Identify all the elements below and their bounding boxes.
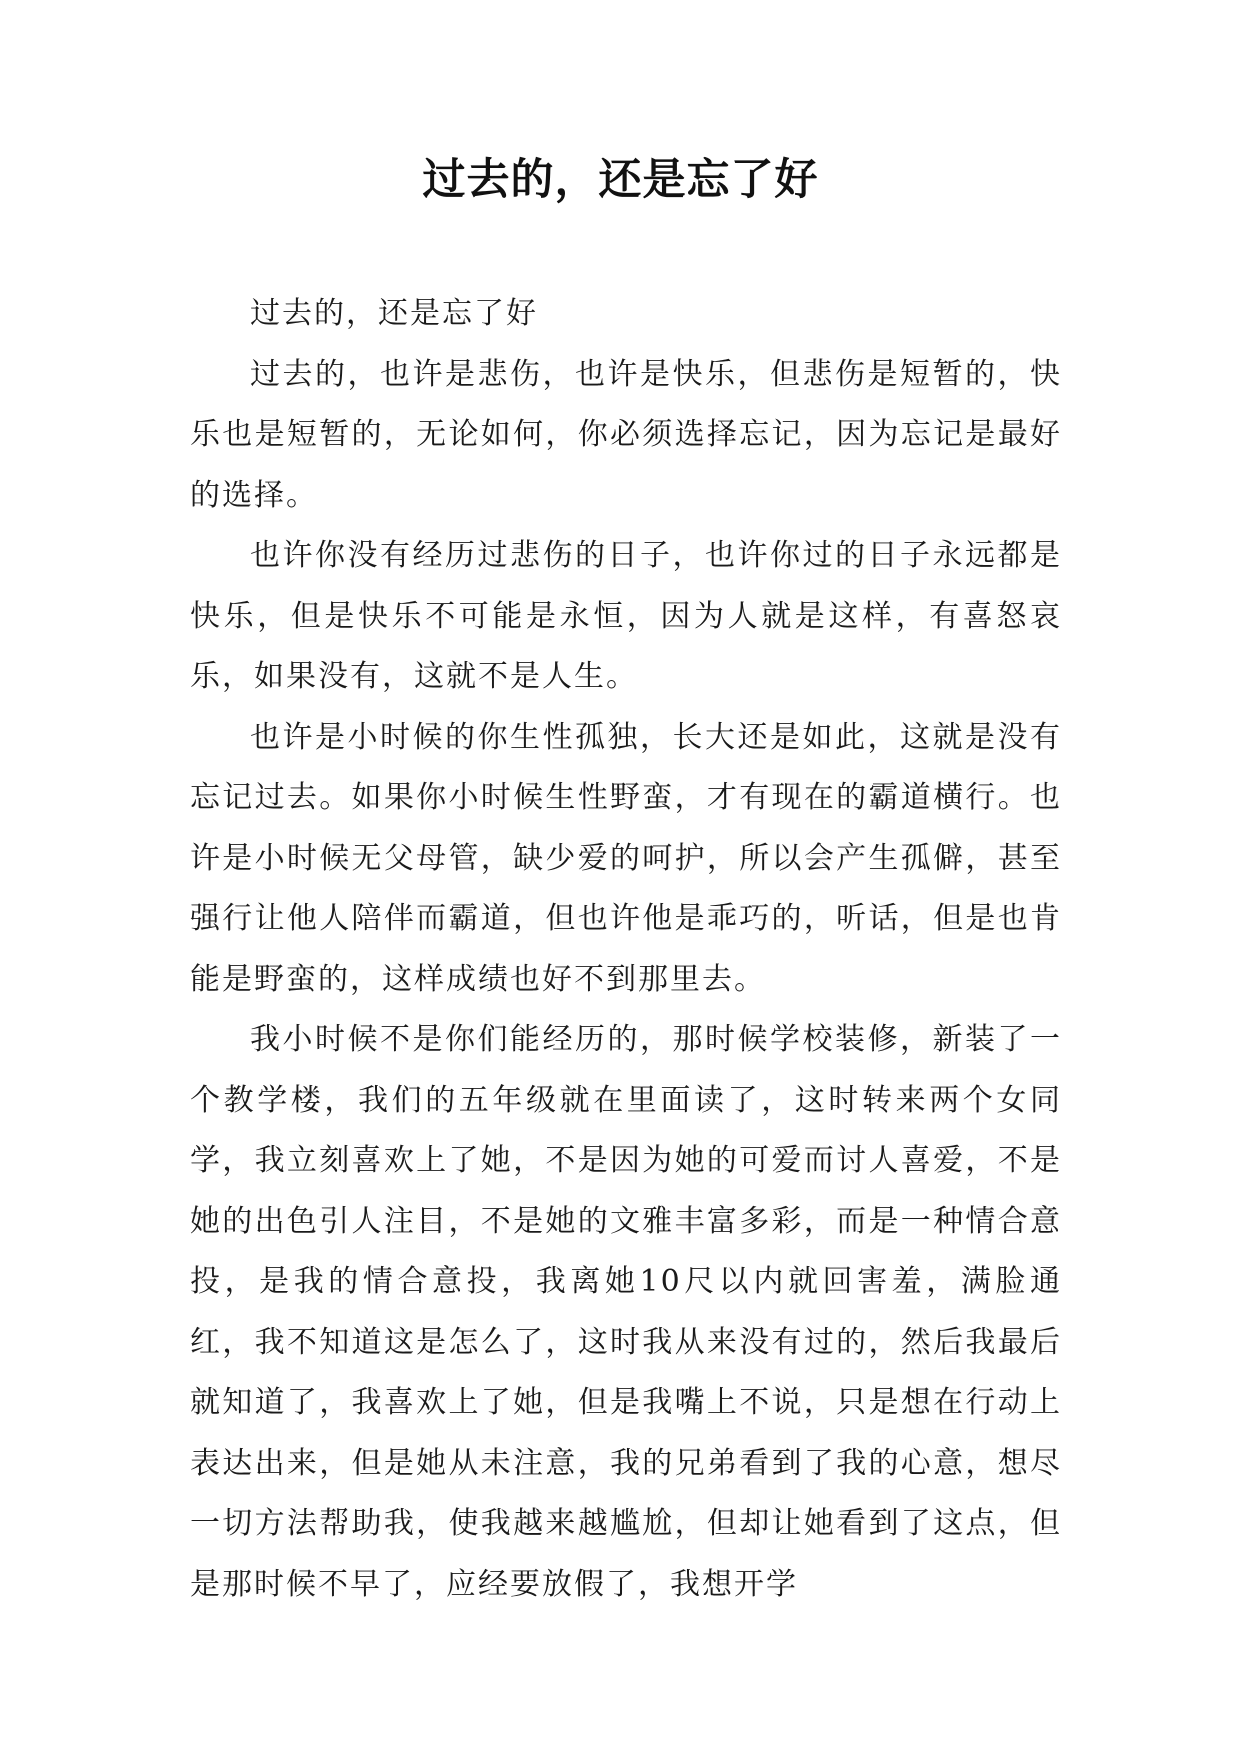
paragraph: 我小时候不是你们能经历的，那时候学校装修，新装了一个教学楼，我们的五年级就在里面读了，这时转来两个女同学，我立刻喜欢上了她，不是因为她的可爱而讨人喜爱，不是她的出色引人注目，不是她的文雅丰富多彩，而是一种情合意投，是我的情合意投，我离她10尺以内就回害羞，满脸通红，我不知道这是怎么了，这时我从来没有过的，然后我最后就知道了，我喜欢上了她，但是我嘴上不说，只是想在行动上表达出来，但是她从未注意，我的兄弟看到了我的心意，想尽一切方法帮助我，使我越来越尴尬，但却让她看到了这点，但是那时候不早了，应经要放假了，我想开学 [190,1022,1062,1602]
document-body [190,284,1062,1615]
paragraph: 也许是小时候的你生性孤独，长大还是如此，这就是没有忘记过去。如果你小时候生性野蛮，才有现在的霸道横行。也许是小时候无父母管，缺少爱的呵护，所以会产生孤僻，甚至强行让他人陪伴而霸道，但也许他是乖巧的，听话，但是也肯能是野蛮的，这样成绩也好不到那里去。 [190,719,1062,997]
paragraph-subtitle: 过去的，还是忘了好 [250,296,538,331]
document-title: 过去的，还是忘了好 [422,155,819,205]
paragraph: 也许你没有经历过悲伤的日子，也许你过的日子永远都是快乐，但是快乐不可能是永恒，因为人就是这样，有喜怒哀乐，如果没有，这就不是人生。 [190,538,1062,694]
paragraph: 过去的，也许是悲伤，也许是快乐，但悲伤是短暂的，快乐也是短暂的，无论如何，你必须选择忘记，因为忘记是最好的选择。 [190,356,1062,513]
